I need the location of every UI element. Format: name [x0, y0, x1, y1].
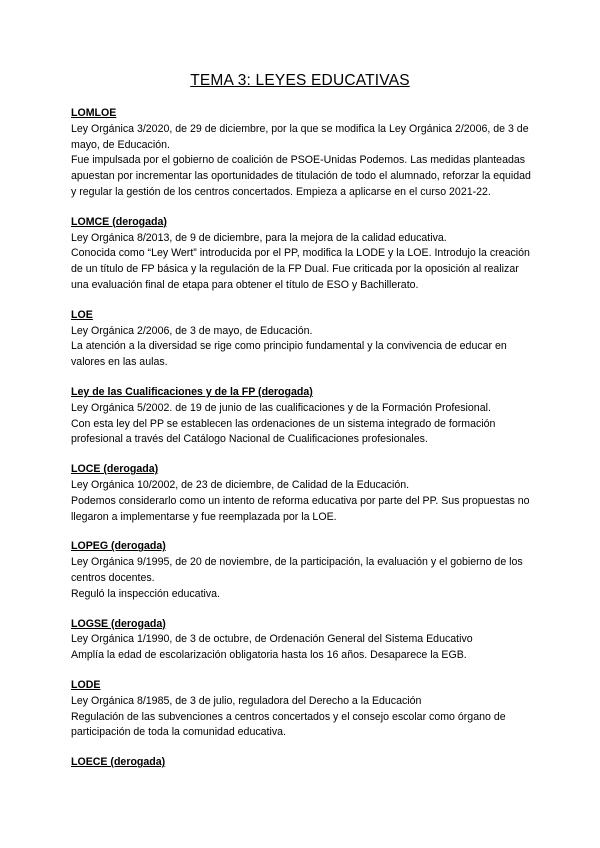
section-logse: [71, 617, 531, 664]
section-text: Ley Orgánica 10/2002, de 23 de diciembre, de Calidad de la Educación. Podemos considerarlo como un intento de reforma educativa por parte del PP. Sus propuestas no llegaron a implementarse y fue reemplazada por la LOE.: [71, 478, 530, 523]
section-heading: LOGSE (derogada): [71, 617, 166, 630]
section-text: Ley Orgánica 8/1985, de 3 de julio, reguladora del Derecho a la Educación Regulación de las subvenciones a centros concertados y el consejo escolar como órgano de participación de toda la comunidad educativa.: [71, 694, 506, 739]
section-heading: LOECE (derogada): [71, 756, 166, 769]
section-heading: LOCE (derogada): [71, 463, 159, 476]
sections-container: [71, 106, 531, 785]
section-text: Ley Orgánica 1/1990, de 3 de octubre, de Ordenación General del Sistema Educativo Amplía la edad de escolarización obligatoria hasta los 16 años. Desaparece la EGB.: [71, 633, 473, 662]
section-text: Ley Orgánica 8/2013, de 9 de diciembre, para la mejora de la calidad educativa. Conocida como “Ley Wert” introducida por el PP, modifica la LODE y la LOE. Introdujo la creación de un título de FP básica y la regulación de la FP Dual. Fue criticada por la oposición al realizar una evaluación final de etapa para obtener el título de ESO y Bachillerato.: [71, 231, 530, 291]
section-heading: LOE: [71, 308, 93, 321]
section-lomce: [71, 215, 531, 294]
section-heading: Ley de las Cualificaciones y de la FP (derogada): [71, 385, 313, 398]
section-heading: LOMLOE: [71, 107, 117, 119]
section-text: Ley Orgánica 5/2002. de 19 de junio de las cualificaciones y de la Formación Profesional. Con esta ley del PP se establecen las ordenaciones de un sistema integrado de formación profesional a través del Catálogo Nacional de Cualificaciones profesionales.: [71, 401, 496, 446]
section-lode: [71, 678, 531, 741]
section-heading: LODE: [71, 678, 101, 691]
section-lomloe: [71, 106, 531, 201]
section-text: Ley Orgánica 9/1995, de 20 de noviembre, de la participación, la evaluación y el gobierno de los centros docentes. Reguló la inspección educativa.: [71, 556, 523, 600]
section-text: Ley Orgánica 2/2006, de 3 de mayo, de Educación. La atención a la diversidad se rige como principio fundamental y la convivencia de educar en valores en las aulas.: [71, 324, 507, 369]
section-loece: [71, 755, 531, 771]
section-heading: LOMCE (derogada): [71, 215, 167, 228]
page-title: TEMA 3: LEYES EDUCATIVAS: [190, 72, 410, 89]
section-lopeg: [71, 539, 531, 602]
section-loce: [71, 462, 531, 525]
section-loe: [71, 308, 531, 371]
section-ley-cualificaciones-fp: [71, 385, 531, 448]
section-heading: LOPEG (derogada): [71, 540, 166, 553]
section-text: Ley Orgánica 3/2020, de 29 de diciembre, por la que se modifica la Ley Orgánica 2/2006, de 3 de mayo, de Educación. Fue impulsada por el gobierno de coalición de PSOE-Unidas Podemos. Las medidas planteadas apuestan por incrementar las oportunidades de titulación de todo el alumnado, reforzar la equidad y regular la gestión de los centros concertados. Empieza a aplicarse en el curso 2021-22.: [71, 122, 531, 198]
